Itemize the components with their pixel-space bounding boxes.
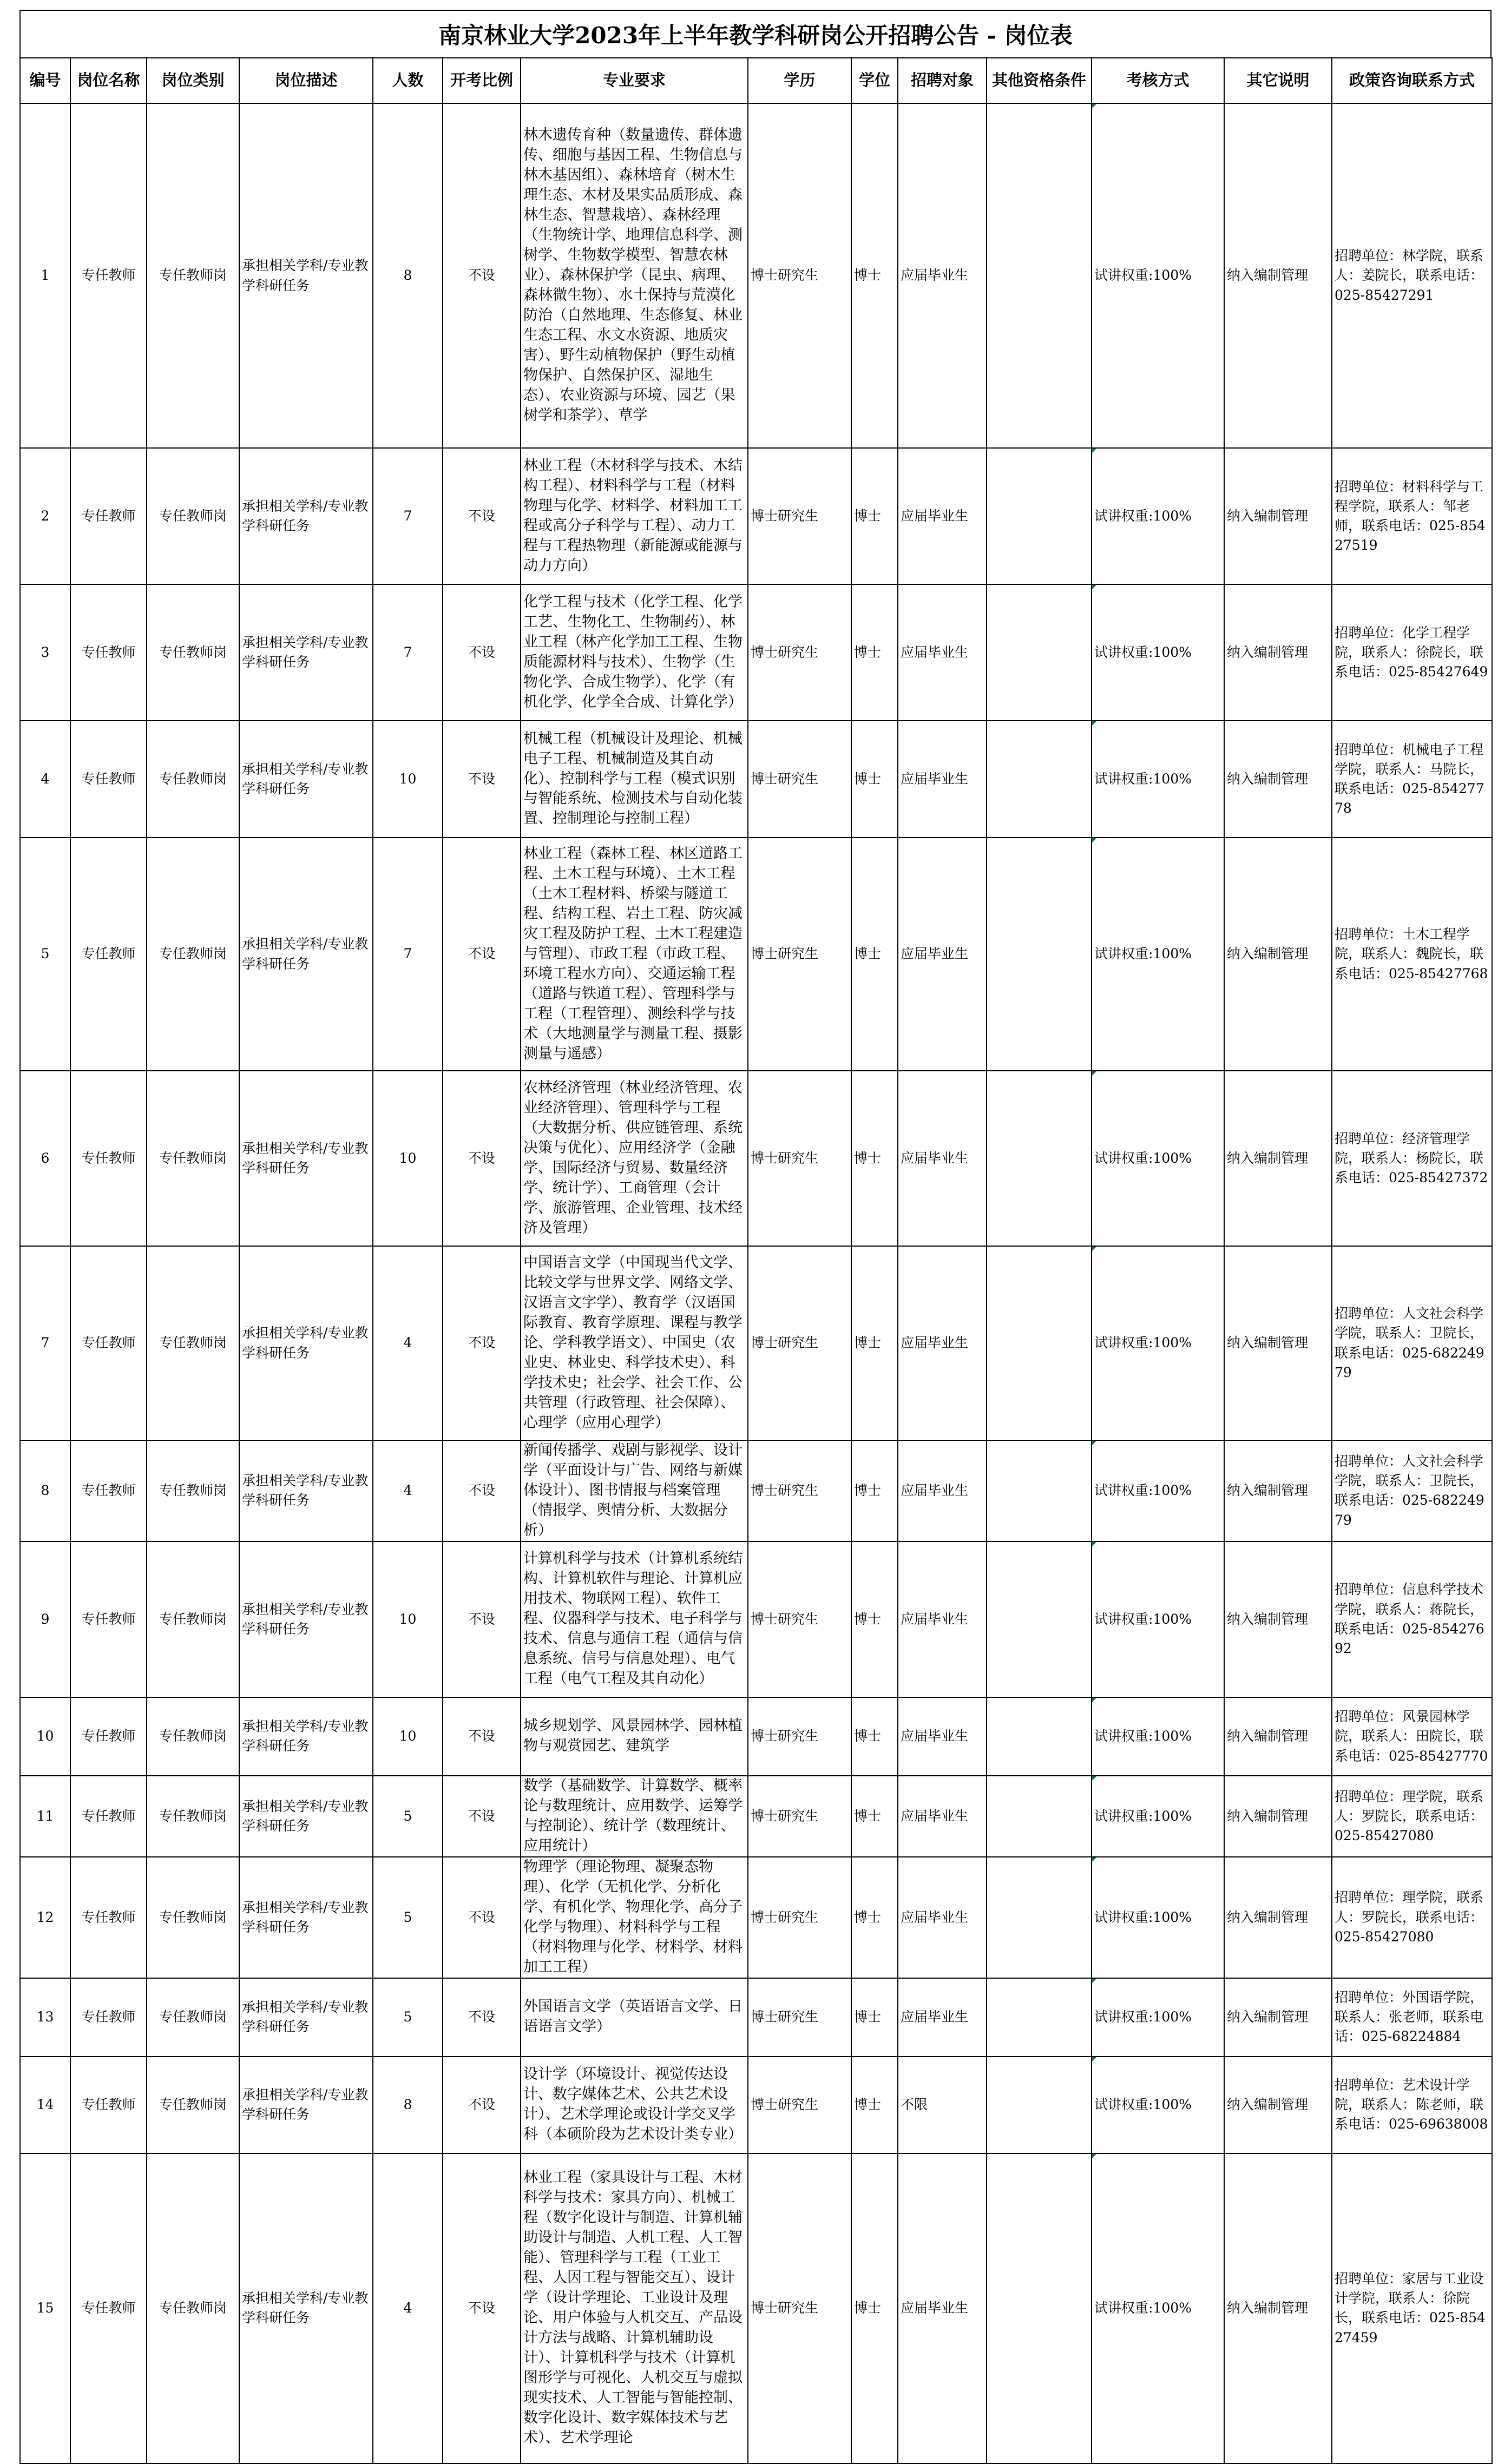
row-degree: 博士 xyxy=(851,1776,898,1857)
row-contact: 招聘单位：理学院，联系人：罗院长，联系电话：025-85427080 xyxy=(1332,1857,1492,1978)
row-no: 14 xyxy=(20,2057,70,2153)
row-desc: 承担相关学科/专业教学科研任务 xyxy=(239,721,373,838)
row-other xyxy=(987,838,1092,1071)
row-exam: 试讲权重:100% xyxy=(1092,2057,1224,2153)
row-ratio: 不设 xyxy=(443,1776,521,1857)
row-major: 外国语言文学（英语语言文学、日语语言文学） xyxy=(521,1978,748,2057)
row-category: 专任教师岗 xyxy=(147,2153,239,2463)
row-major: 化学工程与技术（化学工程、化学工艺、生物化工、生物制药）、林业工程（林产化学加工工程、生物质能源材料与技术）、生物学（生物化学、合成生物学）、化学（有机化学、化学全合成、计算化学） xyxy=(521,584,748,721)
row-ratio: 不设 xyxy=(443,448,521,584)
row-exam: 试讲权重:100% xyxy=(1092,838,1224,1071)
row-category: 专任教师岗 xyxy=(147,1697,239,1776)
row-exam: 试讲权重:100% xyxy=(1092,1246,1224,1440)
row-count: 7 xyxy=(373,838,443,1071)
row-name: 专任教师 xyxy=(70,1857,147,1978)
row-major: 林木遗传育种（数量遗传、群体遗传、细胞与基因工程、生物信息与林木基因组）、森林培育（树木生理生态、木材及果实品质形成、森林生态、智慧栽培）、森林经理（生物统计学、地理信息科学、测树学、生物数学模型、智慧农林业）、森林保护学（昆虫、病理、森林微生物）、水土保持与荒漠化防治（自然地理、生态修复、林业生态工程、水文水资源、地质灾害）、野生动植物保护（野生动植物保护、自然保护区、湿地生态）、农业资源与环境、园艺（果树学和茶学）、草学 xyxy=(521,103,748,448)
job-table xyxy=(19,57,1493,2464)
row-name: 专任教师 xyxy=(70,1978,147,2057)
row-count: 10 xyxy=(373,721,443,838)
table-body xyxy=(20,103,1492,2463)
row-ratio: 不设 xyxy=(443,2057,521,2153)
row-note: 纳入编制管理 xyxy=(1224,1541,1332,1697)
row-no: 13 xyxy=(20,1978,70,2057)
row-note: 纳入编制管理 xyxy=(1224,1440,1332,1541)
row-exam: 试讲权重:100% xyxy=(1092,1071,1224,1246)
row-exam: 试讲权重:100% xyxy=(1092,2153,1224,2463)
row-desc: 承担相关学科/专业教学科研任务 xyxy=(239,1776,373,1857)
col-header-desc: 岗位描述 xyxy=(239,58,373,103)
row-target: 应届毕业生 xyxy=(898,584,987,721)
row-degree: 博士 xyxy=(851,2057,898,2153)
row-degree: 博士 xyxy=(851,1697,898,1776)
row-exam: 试讲权重:100% xyxy=(1092,1697,1224,1776)
row-count: 10 xyxy=(373,1697,443,1776)
row-edu: 博士研究生 xyxy=(748,1697,851,1776)
row-other xyxy=(987,448,1092,584)
row-other xyxy=(987,721,1092,838)
col-header-degree: 学位 xyxy=(851,58,898,103)
row-edu: 博士研究生 xyxy=(748,448,851,584)
row-category: 专任教师岗 xyxy=(147,2057,239,2153)
row-other xyxy=(987,1071,1092,1246)
row-edu: 博士研究生 xyxy=(748,2153,851,2463)
row-other xyxy=(987,1697,1092,1776)
row-name: 专任教师 xyxy=(70,1697,147,1776)
row-count: 4 xyxy=(373,2153,443,2463)
row-no: 4 xyxy=(20,721,70,838)
row-name: 专任教师 xyxy=(70,2153,147,2463)
col-header-note: 其它说明 xyxy=(1224,58,1332,103)
header-row xyxy=(20,58,1492,103)
row-count: 5 xyxy=(373,1857,443,1978)
row-target: 应届毕业生 xyxy=(898,1978,987,2057)
job-table-sheet xyxy=(19,10,1498,2464)
row-exam: 试讲权重:100% xyxy=(1092,1857,1224,1978)
row-contact: 招聘单位：人文社会科学学院，联系人：卫院长，联系电话：025-68224979 xyxy=(1332,1246,1492,1440)
row-contact: 招聘单位：林学院，联系人：姜院长，联系电话：025-85427291 xyxy=(1332,103,1492,448)
row-note: 纳入编制管理 xyxy=(1224,838,1332,1071)
row-degree: 博士 xyxy=(851,1978,898,2057)
row-desc: 承担相关学科/专业教学科研任务 xyxy=(239,103,373,448)
row-other xyxy=(987,584,1092,721)
table-row xyxy=(20,1776,1492,1857)
row-count: 7 xyxy=(373,584,443,721)
row-note: 纳入编制管理 xyxy=(1224,1857,1332,1978)
table-row xyxy=(20,1440,1492,1541)
row-ratio: 不设 xyxy=(443,1246,521,1440)
row-major: 计算机科学与技术（计算机系统结构、计算机软件与理论、计算机应用技术、物联网工程）、软件工程、仪器科学与技术、电子科学与技术、信息与通信工程（通信与信息系统、信号与信息处理）、电气工程（电气工程及其自动化） xyxy=(521,1541,748,1697)
row-other xyxy=(987,1776,1092,1857)
row-count: 7 xyxy=(373,448,443,584)
row-category: 专任教师岗 xyxy=(147,721,239,838)
col-header-contact: 政策咨询联系方式 xyxy=(1332,58,1492,103)
row-note: 纳入编制管理 xyxy=(1224,2057,1332,2153)
row-ratio: 不设 xyxy=(443,838,521,1071)
row-no: 5 xyxy=(20,838,70,1071)
col-header-other: 其他资格条件 xyxy=(987,58,1092,103)
row-major: 机械工程（机械设计及理论、机械电子工程、机械制造及其自动化）、控制科学与工程（模式识别与智能系统、检测技术与自动化装置、控制理论与控制工程） xyxy=(521,721,748,838)
row-other xyxy=(987,1978,1092,2057)
row-desc: 承担相关学科/专业教学科研任务 xyxy=(239,838,373,1071)
row-category: 专任教师岗 xyxy=(147,838,239,1071)
table-row xyxy=(20,448,1492,584)
row-other xyxy=(987,2057,1092,2153)
row-degree: 博士 xyxy=(851,1246,898,1440)
row-category: 专任教师岗 xyxy=(147,1978,239,2057)
col-header-count: 人数 xyxy=(373,58,443,103)
table-row xyxy=(20,838,1492,1071)
col-header-major: 专业要求 xyxy=(521,58,748,103)
row-target: 应届毕业生 xyxy=(898,721,987,838)
row-edu: 博士研究生 xyxy=(748,1978,851,2057)
table-row xyxy=(20,1246,1492,1440)
row-degree: 博士 xyxy=(851,721,898,838)
row-name: 专任教师 xyxy=(70,2057,147,2153)
table-row xyxy=(20,1697,1492,1776)
row-exam: 试讲权重:100% xyxy=(1092,1541,1224,1697)
row-ratio: 不设 xyxy=(443,1697,521,1776)
row-no: 2 xyxy=(20,448,70,584)
row-contact: 招聘单位：材料科学与工程学院，联系人：邹老师，联系电话：025-85427519 xyxy=(1332,448,1492,584)
row-name: 专任教师 xyxy=(70,721,147,838)
row-degree: 博士 xyxy=(851,838,898,1071)
row-name: 专任教师 xyxy=(70,584,147,721)
row-contact: 招聘单位：家居与工业设计学院，联系人：徐院长，联系电话：025-85427459 xyxy=(1332,2153,1492,2463)
row-desc: 承担相关学科/专业教学科研任务 xyxy=(239,1978,373,2057)
col-header-name: 岗位名称 xyxy=(70,58,147,103)
row-other xyxy=(987,1541,1092,1697)
row-desc: 承担相关学科/专业教学科研任务 xyxy=(239,1697,373,1776)
row-exam: 试讲权重:100% xyxy=(1092,584,1224,721)
row-no: 6 xyxy=(20,1071,70,1246)
row-no: 12 xyxy=(20,1857,70,1978)
row-target: 应届毕业生 xyxy=(898,1440,987,1541)
page-title: 南京林业大学2023年上半年教学科研岗公开招聘公告 - 岗位表 xyxy=(19,10,1492,57)
row-edu: 博士研究生 xyxy=(748,1857,851,1978)
row-name: 专任教师 xyxy=(70,838,147,1071)
row-name: 专任教师 xyxy=(70,448,147,584)
row-major: 农林经济管理（林业经济管理、农业经济管理）、管理科学与工程（大数据分析、供应链管理、系统决策与优化）、应用经济学（金融学、国际经济与贸易、数量经济学、统计学）、工商管理（会计学、旅游管理、企业管理、技术经济及管理） xyxy=(521,1071,748,1246)
row-edu: 博士研究生 xyxy=(748,2057,851,2153)
row-no: 10 xyxy=(20,1697,70,1776)
row-edu: 博士研究生 xyxy=(748,1071,851,1246)
table-row xyxy=(20,721,1492,838)
row-category: 专任教师岗 xyxy=(147,584,239,721)
row-contact: 招聘单位：人文社会科学学院，联系人：卫院长，联系电话：025-68224979 xyxy=(1332,1440,1492,1541)
row-edu: 博士研究生 xyxy=(748,1776,851,1857)
row-note: 纳入编制管理 xyxy=(1224,721,1332,838)
row-note: 纳入编制管理 xyxy=(1224,584,1332,721)
row-edu: 博士研究生 xyxy=(748,721,851,838)
table-row xyxy=(20,1978,1492,2057)
row-edu: 博士研究生 xyxy=(748,1541,851,1697)
row-no: 1 xyxy=(20,103,70,448)
row-desc: 承担相关学科/专业教学科研任务 xyxy=(239,2153,373,2463)
row-desc: 承担相关学科/专业教学科研任务 xyxy=(239,1071,373,1246)
row-major: 数学（基础数学、计算数学、概率论与数理统计、应用数学、运筹学与控制论）、统计学（数理统计、应用统计） xyxy=(521,1776,748,1857)
row-other xyxy=(987,2153,1092,2463)
row-contact: 招聘单位：化学工程学院，联系人：徐院长，联系电话：025-85427649 xyxy=(1332,584,1492,721)
table-row xyxy=(20,1541,1492,1697)
col-header-edu: 学历 xyxy=(748,58,851,103)
row-contact: 招聘单位：信息科学技术学院，联系人：蒋院长，联系电话：025-85427692 xyxy=(1332,1541,1492,1697)
row-other xyxy=(987,1246,1092,1440)
table-row xyxy=(20,2057,1492,2153)
row-ratio: 不设 xyxy=(443,721,521,838)
row-contact: 招聘单位：经济管理学院，联系人：杨院长，联系电话：025-85427372 xyxy=(1332,1071,1492,1246)
row-other xyxy=(987,1440,1092,1541)
row-no: 8 xyxy=(20,1440,70,1541)
row-target: 不限 xyxy=(898,2057,987,2153)
col-header-category: 岗位类别 xyxy=(147,58,239,103)
row-category: 专任教师岗 xyxy=(147,448,239,584)
row-ratio: 不设 xyxy=(443,1071,521,1246)
row-contact: 招聘单位：外国语学院，联系人：张老师，联系电话：025-68224884 xyxy=(1332,1978,1492,2057)
row-note: 纳入编制管理 xyxy=(1224,1246,1332,1440)
row-edu: 博士研究生 xyxy=(748,103,851,448)
row-count: 10 xyxy=(373,1071,443,1246)
row-degree: 博士 xyxy=(851,2153,898,2463)
row-note: 纳入编制管理 xyxy=(1224,448,1332,584)
row-note: 纳入编制管理 xyxy=(1224,1776,1332,1857)
row-category: 专任教师岗 xyxy=(147,1071,239,1246)
row-major: 设计学（环境设计、视觉传达设计、数字媒体艺术、公共艺术设计）、艺术学理论或设计学交叉学科（本硕阶段为艺术设计类专业） xyxy=(521,2057,748,2153)
row-desc: 承担相关学科/专业教学科研任务 xyxy=(239,1246,373,1440)
row-name: 专任教师 xyxy=(70,1776,147,1857)
row-no: 3 xyxy=(20,584,70,721)
row-target: 应届毕业生 xyxy=(898,1697,987,1776)
row-ratio: 不设 xyxy=(443,1440,521,1541)
row-category: 专任教师岗 xyxy=(147,1440,239,1541)
row-desc: 承担相关学科/专业教学科研任务 xyxy=(239,584,373,721)
row-contact: 招聘单位：理学院，联系人：罗院长，联系电话：025-85427080 xyxy=(1332,1776,1492,1857)
col-header-ratio: 开考比例 xyxy=(443,58,521,103)
row-contact: 招聘单位：艺术设计学院，联系人：陈老师，联系电话：025-69638008 xyxy=(1332,2057,1492,2153)
col-header-exam: 考核方式 xyxy=(1092,58,1224,103)
row-category: 专任教师岗 xyxy=(147,1246,239,1440)
row-exam: 试讲权重:100% xyxy=(1092,721,1224,838)
row-note: 纳入编制管理 xyxy=(1224,103,1332,448)
table-row xyxy=(20,103,1492,448)
row-category: 专任教师岗 xyxy=(147,1541,239,1697)
row-category: 专任教师岗 xyxy=(147,103,239,448)
row-count: 5 xyxy=(373,1978,443,2057)
row-no: 9 xyxy=(20,1541,70,1697)
row-count: 8 xyxy=(373,2057,443,2153)
table-row xyxy=(20,1071,1492,1246)
row-count: 4 xyxy=(373,1246,443,1440)
row-edu: 博士研究生 xyxy=(748,1246,851,1440)
row-target: 应届毕业生 xyxy=(898,1071,987,1246)
row-target: 应届毕业生 xyxy=(898,1857,987,1978)
row-major: 林业工程（木材科学与技术、木结构工程）、材料科学与工程（材料物理与化学、材料学、材料加工工程或高分子科学与工程）、动力工程与工程热物理（新能源或能源与动力方向） xyxy=(521,448,748,584)
row-target: 应届毕业生 xyxy=(898,838,987,1071)
row-edu: 博士研究生 xyxy=(748,838,851,1071)
row-degree: 博士 xyxy=(851,1541,898,1697)
row-exam: 试讲权重:100% xyxy=(1092,1978,1224,2057)
table-row xyxy=(20,584,1492,721)
row-target: 应届毕业生 xyxy=(898,1776,987,1857)
row-degree: 博士 xyxy=(851,584,898,721)
row-major: 林业工程（家具设计与工程、木材科学与技术：家具方向）、机械工程（数字化设计与制造、计算机辅助设计与制造、人机工程、人工智能）、管理科学与工程（工业工程、人因工程与智能交互）、设计学（设计学理论、工业设计及理论、用户体验与人机交互、产品设计方法与战略、计算机辅助设计）、计算机科学与技术（计算机图形学与可视化、人机交互与虚拟现实技术、人工智能与智能控制、数字化设计、数字媒体技术与艺术）、艺术学理论 xyxy=(521,2153,748,2463)
row-degree: 博士 xyxy=(851,103,898,448)
row-desc: 承担相关学科/专业教学科研任务 xyxy=(239,1857,373,1978)
row-name: 专任教师 xyxy=(70,1541,147,1697)
row-name: 专任教师 xyxy=(70,1440,147,1541)
row-no: 7 xyxy=(20,1246,70,1440)
row-note: 纳入编制管理 xyxy=(1224,1697,1332,1776)
row-major: 城乡规划学、风景园林学、园林植物与观赏园艺、建筑学 xyxy=(521,1697,748,1776)
table-row xyxy=(20,1857,1492,1978)
row-major: 新闻传播学、戏剧与影视学、设计学（平面设计与广告、网络与新媒体设计）、图书情报与档案管理（情报学、舆情分析、大数据分析） xyxy=(521,1440,748,1541)
row-major: 中国语言文学（中国现当代文学、比较文学与世界文学、网络文学、汉语言文字学）、教育学（汉语国际教育、教育学原理、课程与教学论、学科教学语文）、中国史（农业史、林业史、科学技术史）、科学技术史；社会学、社会工作、公共管理（行政管理、社会保障）、心理学（应用心理学） xyxy=(521,1246,748,1440)
row-target: 应届毕业生 xyxy=(898,2153,987,2463)
row-major: 林业工程（森林工程、林区道路工程、土木工程与环境）、土木工程（土木工程材料、桥梁与隧道工程、结构工程、岩土工程、防灾减灾工程及防护工程、土木工程建造与管理）、市政工程（市政工程、环境工程水方向）、交通运输工程（道路与铁道工程）、管理科学与工程（工程管理）、测绘科学与技术（大地测量学与测量工程、摄影测量与遥感） xyxy=(521,838,748,1071)
row-target: 应届毕业生 xyxy=(898,448,987,584)
row-degree: 博士 xyxy=(851,1440,898,1541)
row-desc: 承担相关学科/专业教学科研任务 xyxy=(239,448,373,584)
row-target: 应届毕业生 xyxy=(898,103,987,448)
row-name: 专任教师 xyxy=(70,1071,147,1246)
row-note: 纳入编制管理 xyxy=(1224,2153,1332,2463)
row-ratio: 不设 xyxy=(443,1541,521,1697)
row-contact: 招聘单位：土木工程学院，联系人：魏院长，联系电话：025-85427768 xyxy=(1332,838,1492,1071)
row-desc: 承担相关学科/专业教学科研任务 xyxy=(239,1440,373,1541)
row-category: 专任教师岗 xyxy=(147,1776,239,1857)
row-exam: 试讲权重:100% xyxy=(1092,1440,1224,1541)
row-desc: 承担相关学科/专业教学科研任务 xyxy=(239,2057,373,2153)
row-count: 8 xyxy=(373,103,443,448)
row-name: 专任教师 xyxy=(70,103,147,448)
row-ratio: 不设 xyxy=(443,1978,521,2057)
row-other xyxy=(987,103,1092,448)
row-desc: 承担相关学科/专业教学科研任务 xyxy=(239,1541,373,1697)
row-ratio: 不设 xyxy=(443,103,521,448)
row-ratio: 不设 xyxy=(443,584,521,721)
row-no: 15 xyxy=(20,2153,70,2463)
row-category: 专任教师岗 xyxy=(147,1857,239,1978)
col-header-target: 招聘对象 xyxy=(898,58,987,103)
row-contact: 招聘单位：风景园林学院，联系人：田院长，联系电话：025-85427770 xyxy=(1332,1697,1492,1776)
row-exam: 试讲权重:100% xyxy=(1092,103,1224,448)
row-name: 专任教师 xyxy=(70,1246,147,1440)
row-note: 纳入编制管理 xyxy=(1224,1978,1332,2057)
row-major: 物理学（理论物理、凝聚态物理）、化学（无机化学、分析化学、有机化学、物理化学、高分子化学与物理）、材料科学与工程（材料物理与化学、材料学、材料加工工程） xyxy=(521,1857,748,1978)
row-exam: 试讲权重:100% xyxy=(1092,448,1224,584)
row-no: 11 xyxy=(20,1776,70,1857)
row-note: 纳入编制管理 xyxy=(1224,1071,1332,1246)
row-count: 4 xyxy=(373,1440,443,1541)
row-count: 10 xyxy=(373,1541,443,1697)
row-ratio: 不设 xyxy=(443,1857,521,1978)
table-row xyxy=(20,2153,1492,2463)
row-ratio: 不设 xyxy=(443,2153,521,2463)
col-header-no: 编号 xyxy=(20,58,70,103)
row-contact: 招聘单位：机械电子工程学院，联系人：马院长，联系电话：025-85427778 xyxy=(1332,721,1492,838)
row-degree: 博士 xyxy=(851,1857,898,1978)
row-target: 应届毕业生 xyxy=(898,1246,987,1440)
row-degree: 博士 xyxy=(851,448,898,584)
row-edu: 博士研究生 xyxy=(748,1440,851,1541)
row-degree: 博士 xyxy=(851,1071,898,1246)
row-edu: 博士研究生 xyxy=(748,584,851,721)
row-target: 应届毕业生 xyxy=(898,1541,987,1697)
row-exam: 试讲权重:100% xyxy=(1092,1776,1224,1857)
row-count: 5 xyxy=(373,1776,443,1857)
row-other xyxy=(987,1857,1092,1978)
